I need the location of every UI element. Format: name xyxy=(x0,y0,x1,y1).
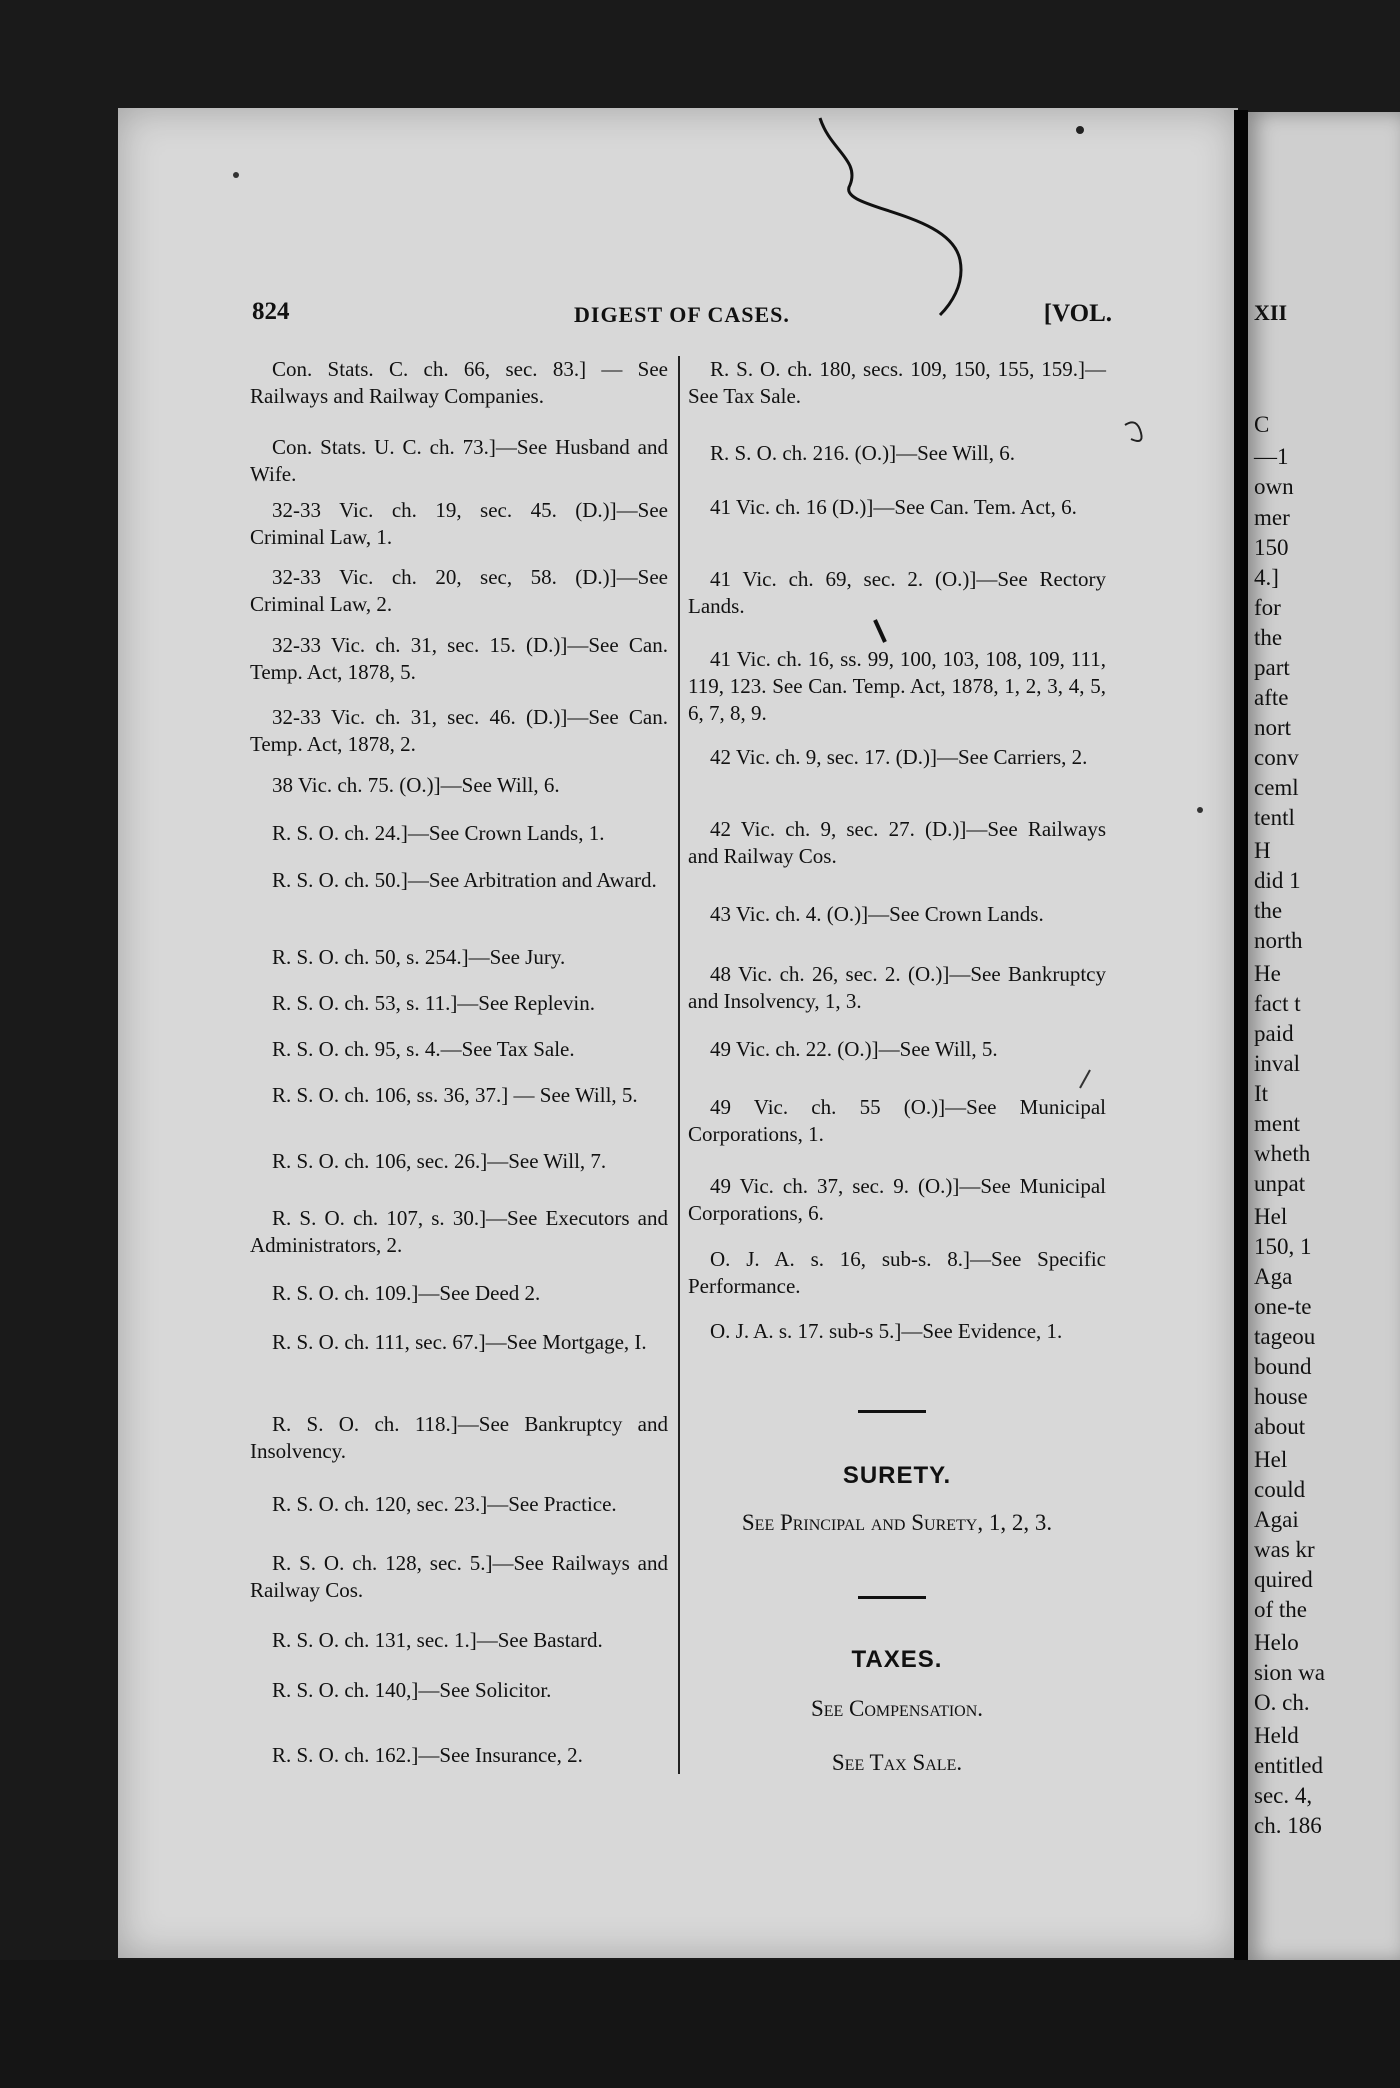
facing-page-text: was kr xyxy=(1254,1537,1315,1562)
facing-page-text: Hel xyxy=(1254,1447,1288,1472)
index-entry: 38 Vic. ch. 75. (O.)]—See Will, 6. xyxy=(272,773,560,797)
facing-page-text: the xyxy=(1254,625,1283,650)
facing-page-text: O. ch. xyxy=(1254,1690,1310,1715)
facing-page-text: conv xyxy=(1254,745,1299,770)
facing-page-text: ment xyxy=(1254,1111,1300,1136)
facing-page-text: one-te xyxy=(1254,1294,1312,1319)
facing-page-text: 150, 1 xyxy=(1254,1234,1312,1259)
facing-page-text: north xyxy=(1254,928,1303,953)
index-entry: R. S. O. ch. 180, secs. 109, 150, 155, 159.]—See Tax Sale. xyxy=(688,357,1106,408)
facing-page-text: 150 xyxy=(1254,535,1289,560)
facing-page-text: 4.] xyxy=(1254,565,1279,590)
book-spine xyxy=(1234,110,1248,1960)
surety-heading: SURETY. xyxy=(842,1462,952,1489)
surety-line: See Principal and Surety, 1, 2, 3. xyxy=(741,1510,1053,1535)
running-title: DIGEST OF CASES. xyxy=(574,302,790,327)
facing-page-text: inval xyxy=(1254,1051,1300,1076)
volume-marker: [VOL. xyxy=(1043,300,1112,327)
index-entry: R. S. O. ch. 50, s. 254.]—See Jury. xyxy=(272,945,566,969)
index-entry: 49 Vic. ch. 22. (O.)]—See Will, 5. xyxy=(710,1037,998,1061)
facing-page-text: bound xyxy=(1254,1354,1312,1379)
index-entry: 32-33 Vic. ch. 31, sec. 46. (D.)]—See Can. Temp. Act, 1878, 2. xyxy=(250,705,668,756)
facing-page-text: ceml xyxy=(1254,775,1299,800)
index-entry: 49 Vic. ch. 55 (O.)]—See Municipal Corporations, 1. xyxy=(688,1095,1106,1146)
facing-page-text: ch. 186 xyxy=(1254,1813,1322,1838)
column-divider xyxy=(678,356,680,1774)
facing-page-text: sion wa xyxy=(1254,1660,1325,1685)
index-entry: 32-33 Vic. ch. 19, sec. 45. (D.)]—See Criminal Law, 1. xyxy=(250,498,668,549)
index-entry: R. S. O. ch. 106, sec. 26.]—See Will, 7. xyxy=(272,1149,607,1173)
facing-page-text: quired xyxy=(1254,1567,1313,1592)
taxes-heading: TAXES. xyxy=(851,1646,943,1673)
section-rule-top xyxy=(858,1410,926,1413)
facing-page-text: C xyxy=(1254,412,1270,437)
facing-page-text: —1 xyxy=(1254,444,1289,469)
index-entry: R. S. O. ch. 106, ss. 36, 37.] — See Will, 5. xyxy=(272,1083,638,1107)
facing-page-text: the xyxy=(1254,898,1283,923)
facing-page-text: XII xyxy=(1254,300,1288,325)
facing-page-text: own xyxy=(1254,474,1294,499)
facing-page-text: It xyxy=(1254,1081,1269,1106)
facing-page-text: paid xyxy=(1254,1021,1294,1046)
taxes-line-1: See Compensation. xyxy=(810,1696,984,1721)
page-number: 824 xyxy=(252,298,290,325)
index-entry: Con. Stats. C. ch. 66, sec. 83.] — See Railways and Railway Companies. xyxy=(250,357,668,408)
facing-page-text: Helo xyxy=(1254,1630,1299,1655)
index-entry: R. S. O. ch. 107, s. 30.]—See Executors and Administrators, 2. xyxy=(250,1206,668,1257)
index-entry: R. S. O. ch. 95, s. 4.—See Tax Sale. xyxy=(272,1037,575,1061)
facing-page-text: Aga xyxy=(1254,1264,1293,1289)
facing-page-text: part xyxy=(1254,655,1290,680)
index-entry: R. S. O. ch. 118.]—See Bankruptcy and Insolvency. xyxy=(250,1412,668,1463)
index-entry: 42 Vic. ch. 9, sec. 17. (D.)]—See Carriers, 2. xyxy=(710,745,1088,769)
facing-page-text: mer xyxy=(1254,505,1290,530)
index-entry: 32-33 Vic. ch. 20, sec, 58. (D.)]—See Criminal Law, 2. xyxy=(250,565,668,616)
facing-page-text: fact t xyxy=(1254,991,1301,1016)
facing-page-text: about xyxy=(1254,1414,1306,1439)
facing-page-text: could xyxy=(1254,1477,1306,1502)
facing-page-text: H xyxy=(1254,838,1271,863)
facing-page-text: He xyxy=(1254,961,1281,986)
index-entry: R. S. O. ch. 162.]—See Insurance, 2. xyxy=(272,1743,583,1767)
scan-border xyxy=(0,1960,1400,2088)
facing-page-text: wheth xyxy=(1254,1141,1311,1166)
facing-page-text: sec. 4, xyxy=(1254,1783,1313,1808)
index-entry: R. S. O. ch. 131, sec. 1.]—See Bastard. xyxy=(272,1628,603,1652)
facing-page-text: Hel xyxy=(1254,1204,1288,1229)
facing-page-text: tageou xyxy=(1254,1324,1316,1349)
index-entry: R. S. O. ch. 24.]—See Crown Lands, 1. xyxy=(272,821,605,845)
index-entry: 32-33 Vic. ch. 31, sec. 15. (D.)]—See Can. Temp. Act, 1878, 5. xyxy=(250,633,668,684)
index-entry: 41 Vic. ch. 16, ss. 99, 100, 103, 108, 109, 111, 119, 123. See Can. Temp. Act, 1878, 1, 2, 3, 4, 5, 6, 7, 8, 9. xyxy=(688,647,1106,725)
index-entry: R. S. O. ch. 53, s. 11.]—See Replevin. xyxy=(272,991,595,1015)
facing-page-text: afte xyxy=(1254,685,1289,710)
index-entry: O. J. A. s. 17. sub-s 5.]—See Evidence, 1. xyxy=(710,1319,1063,1343)
section-rule-middle xyxy=(858,1596,926,1599)
facing-page-text: nort xyxy=(1254,715,1292,740)
facing-page-text: Agai xyxy=(1254,1507,1299,1532)
facing-page-text: did 1 xyxy=(1254,868,1301,893)
index-entry: 48 Vic. ch. 26, sec. 2. (O.)]—See Bankruptcy and Insolvency, 1, 3. xyxy=(688,962,1106,1013)
index-entry: R. S. O. ch. 111, sec. 67.]—See Mortgage, I. xyxy=(272,1330,647,1354)
index-entry: 42 Vic. ch. 9, sec. 27. (D.)]—See Railways and Railway Cos. xyxy=(688,817,1106,868)
facing-page-fragment xyxy=(1248,112,1400,1962)
facing-page-text: unpat xyxy=(1254,1171,1306,1196)
facing-page-text: Held xyxy=(1254,1723,1299,1748)
index-entry: 49 Vic. ch. 37, sec. 9. (O.)]—See Municipal Corporations, 6. xyxy=(688,1174,1106,1225)
taxes-line-2: See Tax Sale. xyxy=(831,1750,963,1775)
facing-page-text: of the xyxy=(1254,1597,1308,1622)
index-entry: 43 Vic. ch. 4. (O.)]—See Crown Lands. xyxy=(710,902,1044,926)
facing-page-text: tentl xyxy=(1254,805,1295,830)
index-entry: R. S. O. ch. 140,]—See Solicitor. xyxy=(272,1678,552,1702)
index-entry: Con. Stats. U. C. ch. 73.]—See Husband and Wife. xyxy=(250,435,668,486)
index-entry: R. S. O. ch. 216. (O.)]—See Will, 6. xyxy=(710,441,1015,465)
index-entry: R. S. O. ch. 109.]—See Deed 2. xyxy=(272,1281,541,1305)
facing-page-text: for xyxy=(1254,595,1281,620)
facing-page-text: entitled xyxy=(1254,1753,1323,1778)
index-entry: 41 Vic. ch. 16 (D.)]—See Can. Tem. Act, 6. xyxy=(710,495,1077,519)
index-entry: R. S. O. ch. 128, sec. 5.]—See Railways and Railway Cos. xyxy=(250,1551,668,1602)
index-entry: R. S. O. ch. 50.]—See Arbitration and Award. xyxy=(272,868,657,892)
index-entry: 41 Vic. ch. 69, sec. 2. (O.)]—See Rectory Lands. xyxy=(688,567,1106,618)
index-entry: O. J. A. s. 16, sub-s. 8.]—See Specific Performance. xyxy=(688,1247,1106,1298)
index-entry: R. S. O. ch. 120, sec. 23.]—See Practice. xyxy=(272,1492,617,1516)
facing-page-text: house xyxy=(1254,1384,1308,1409)
page-header xyxy=(252,298,1112,338)
